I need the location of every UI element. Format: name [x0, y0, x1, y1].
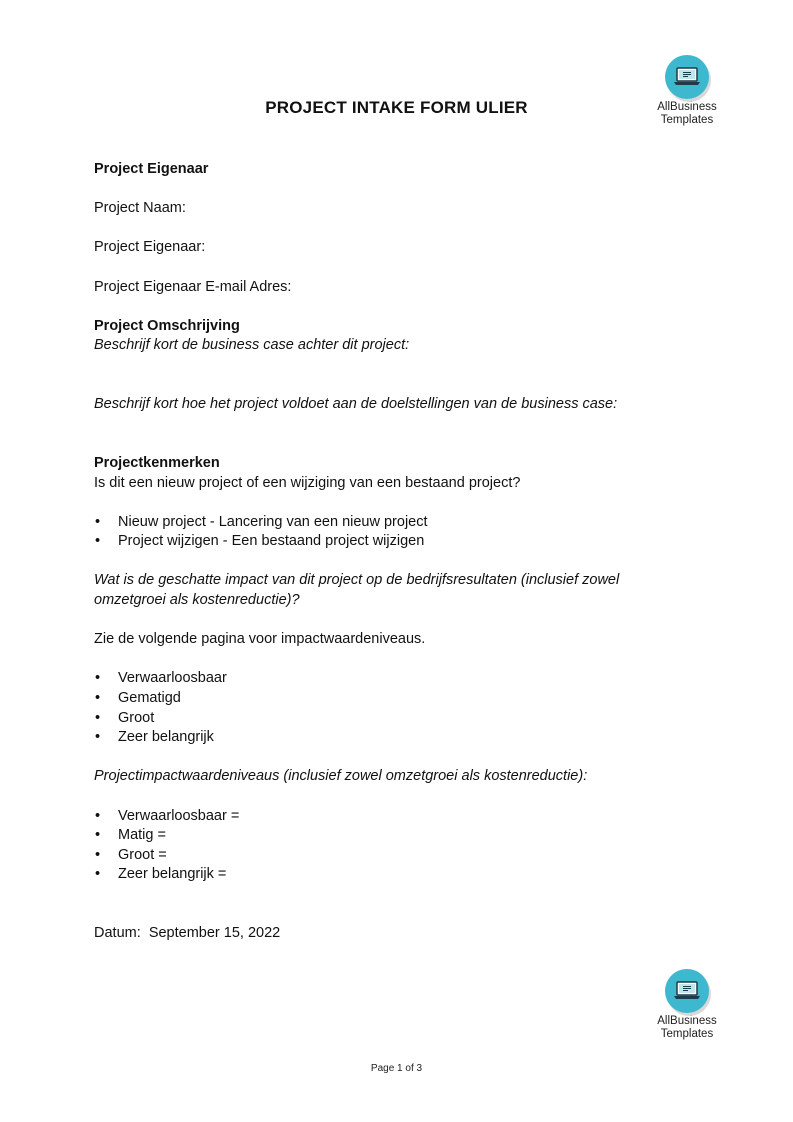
bullet-icon: •	[95, 533, 101, 550]
bullet-icon: •	[95, 866, 101, 883]
list-item-text: Zeer belangrijk	[118, 729, 214, 746]
bullet-icon: •	[95, 513, 101, 530]
description-question-2: Beschrijf kort hoe het project voldoet aan de doelstellingen van de business case:	[94, 396, 618, 413]
list-item	[94, 826, 694, 846]
description-question-1: Beschrijf kort de business case achter dit project:	[94, 337, 410, 354]
characteristics-question: Is dit een nieuw project of een wijziging van een bestaand project?	[94, 474, 521, 491]
project-type-list	[94, 513, 694, 552]
list-item-text: Project wijzigen - Een bestaand project wijzigen	[118, 533, 425, 550]
owner-email-field: Project Eigenaar E-mail Adres:	[94, 278, 292, 295]
list-item-text: Groot =	[118, 846, 167, 863]
impact-levels-list	[94, 807, 694, 885]
logo-line-2: Templates	[660, 1027, 714, 1040]
list-item	[94, 728, 694, 748]
description-heading: Project Omschrijving	[94, 317, 240, 334]
logo-line-2: Templates	[660, 113, 714, 126]
list-item-text: Zeer belangrijk =	[118, 866, 227, 883]
laptop-icon	[665, 969, 709, 1013]
laptop-icon	[665, 55, 709, 99]
list-item	[94, 865, 694, 885]
levels-heading: Projectimpactwaardeniveaus (inclusief zowel omzetgroei als kostenreductie):	[94, 768, 588, 785]
list-item-text: Matig =	[118, 827, 166, 844]
list-item-text: Gematigd	[118, 690, 181, 707]
project-name-field: Project Naam:	[94, 200, 186, 217]
logo-line-1: AllBusiness	[657, 101, 717, 113]
list-item	[94, 846, 694, 866]
logo-text	[642, 1015, 732, 1040]
bullet-icon: •	[95, 670, 101, 687]
page-number: Page 1 of 3	[370, 1063, 423, 1074]
bullet-icon: •	[95, 827, 101, 844]
next-page-note: Zie de volgende pagina voor impactwaardeniveaus.	[94, 631, 426, 648]
list-item	[94, 532, 694, 552]
document-body	[94, 160, 694, 944]
owner-heading: Project Eigenaar	[94, 161, 209, 177]
bullet-icon: •	[95, 807, 101, 824]
project-owner-field: Project Eigenaar:	[94, 239, 206, 256]
date-line	[94, 924, 694, 944]
date-label: Datum:	[94, 925, 141, 942]
list-item	[94, 689, 694, 709]
list-item	[94, 709, 694, 729]
logo-line-1: AllBusiness	[657, 1015, 717, 1027]
list-item-text: Nieuw project - Lancering van een nieuw project	[118, 513, 428, 530]
list-item-text: Verwaarloosbaar =	[118, 807, 240, 824]
list-item	[94, 807, 694, 827]
list-item	[94, 669, 694, 689]
list-item-text: Verwaarloosbaar	[118, 670, 227, 687]
impact-question-line-1: Wat is de geschatte impact van dit project op de bedrijfsresultaten (inclusief zowel	[94, 572, 620, 589]
characteristics-heading: Projectkenmerken	[94, 454, 220, 471]
bullet-icon: •	[95, 709, 101, 726]
list-item	[94, 513, 694, 533]
impact-question-line-2: omzetgroei als kostenreductie)?	[94, 592, 300, 609]
date-value: September 15, 2022	[148, 925, 281, 942]
document-title: PROJECT INTAKE FORM ULIER	[265, 98, 528, 117]
list-item-text: Groot	[118, 709, 155, 726]
bullet-icon: •	[95, 690, 101, 707]
bullet-icon: •	[95, 729, 101, 746]
allbusiness-logo-bottom	[642, 969, 732, 1040]
impact-options-list	[94, 669, 694, 747]
bullet-icon: •	[95, 846, 101, 863]
